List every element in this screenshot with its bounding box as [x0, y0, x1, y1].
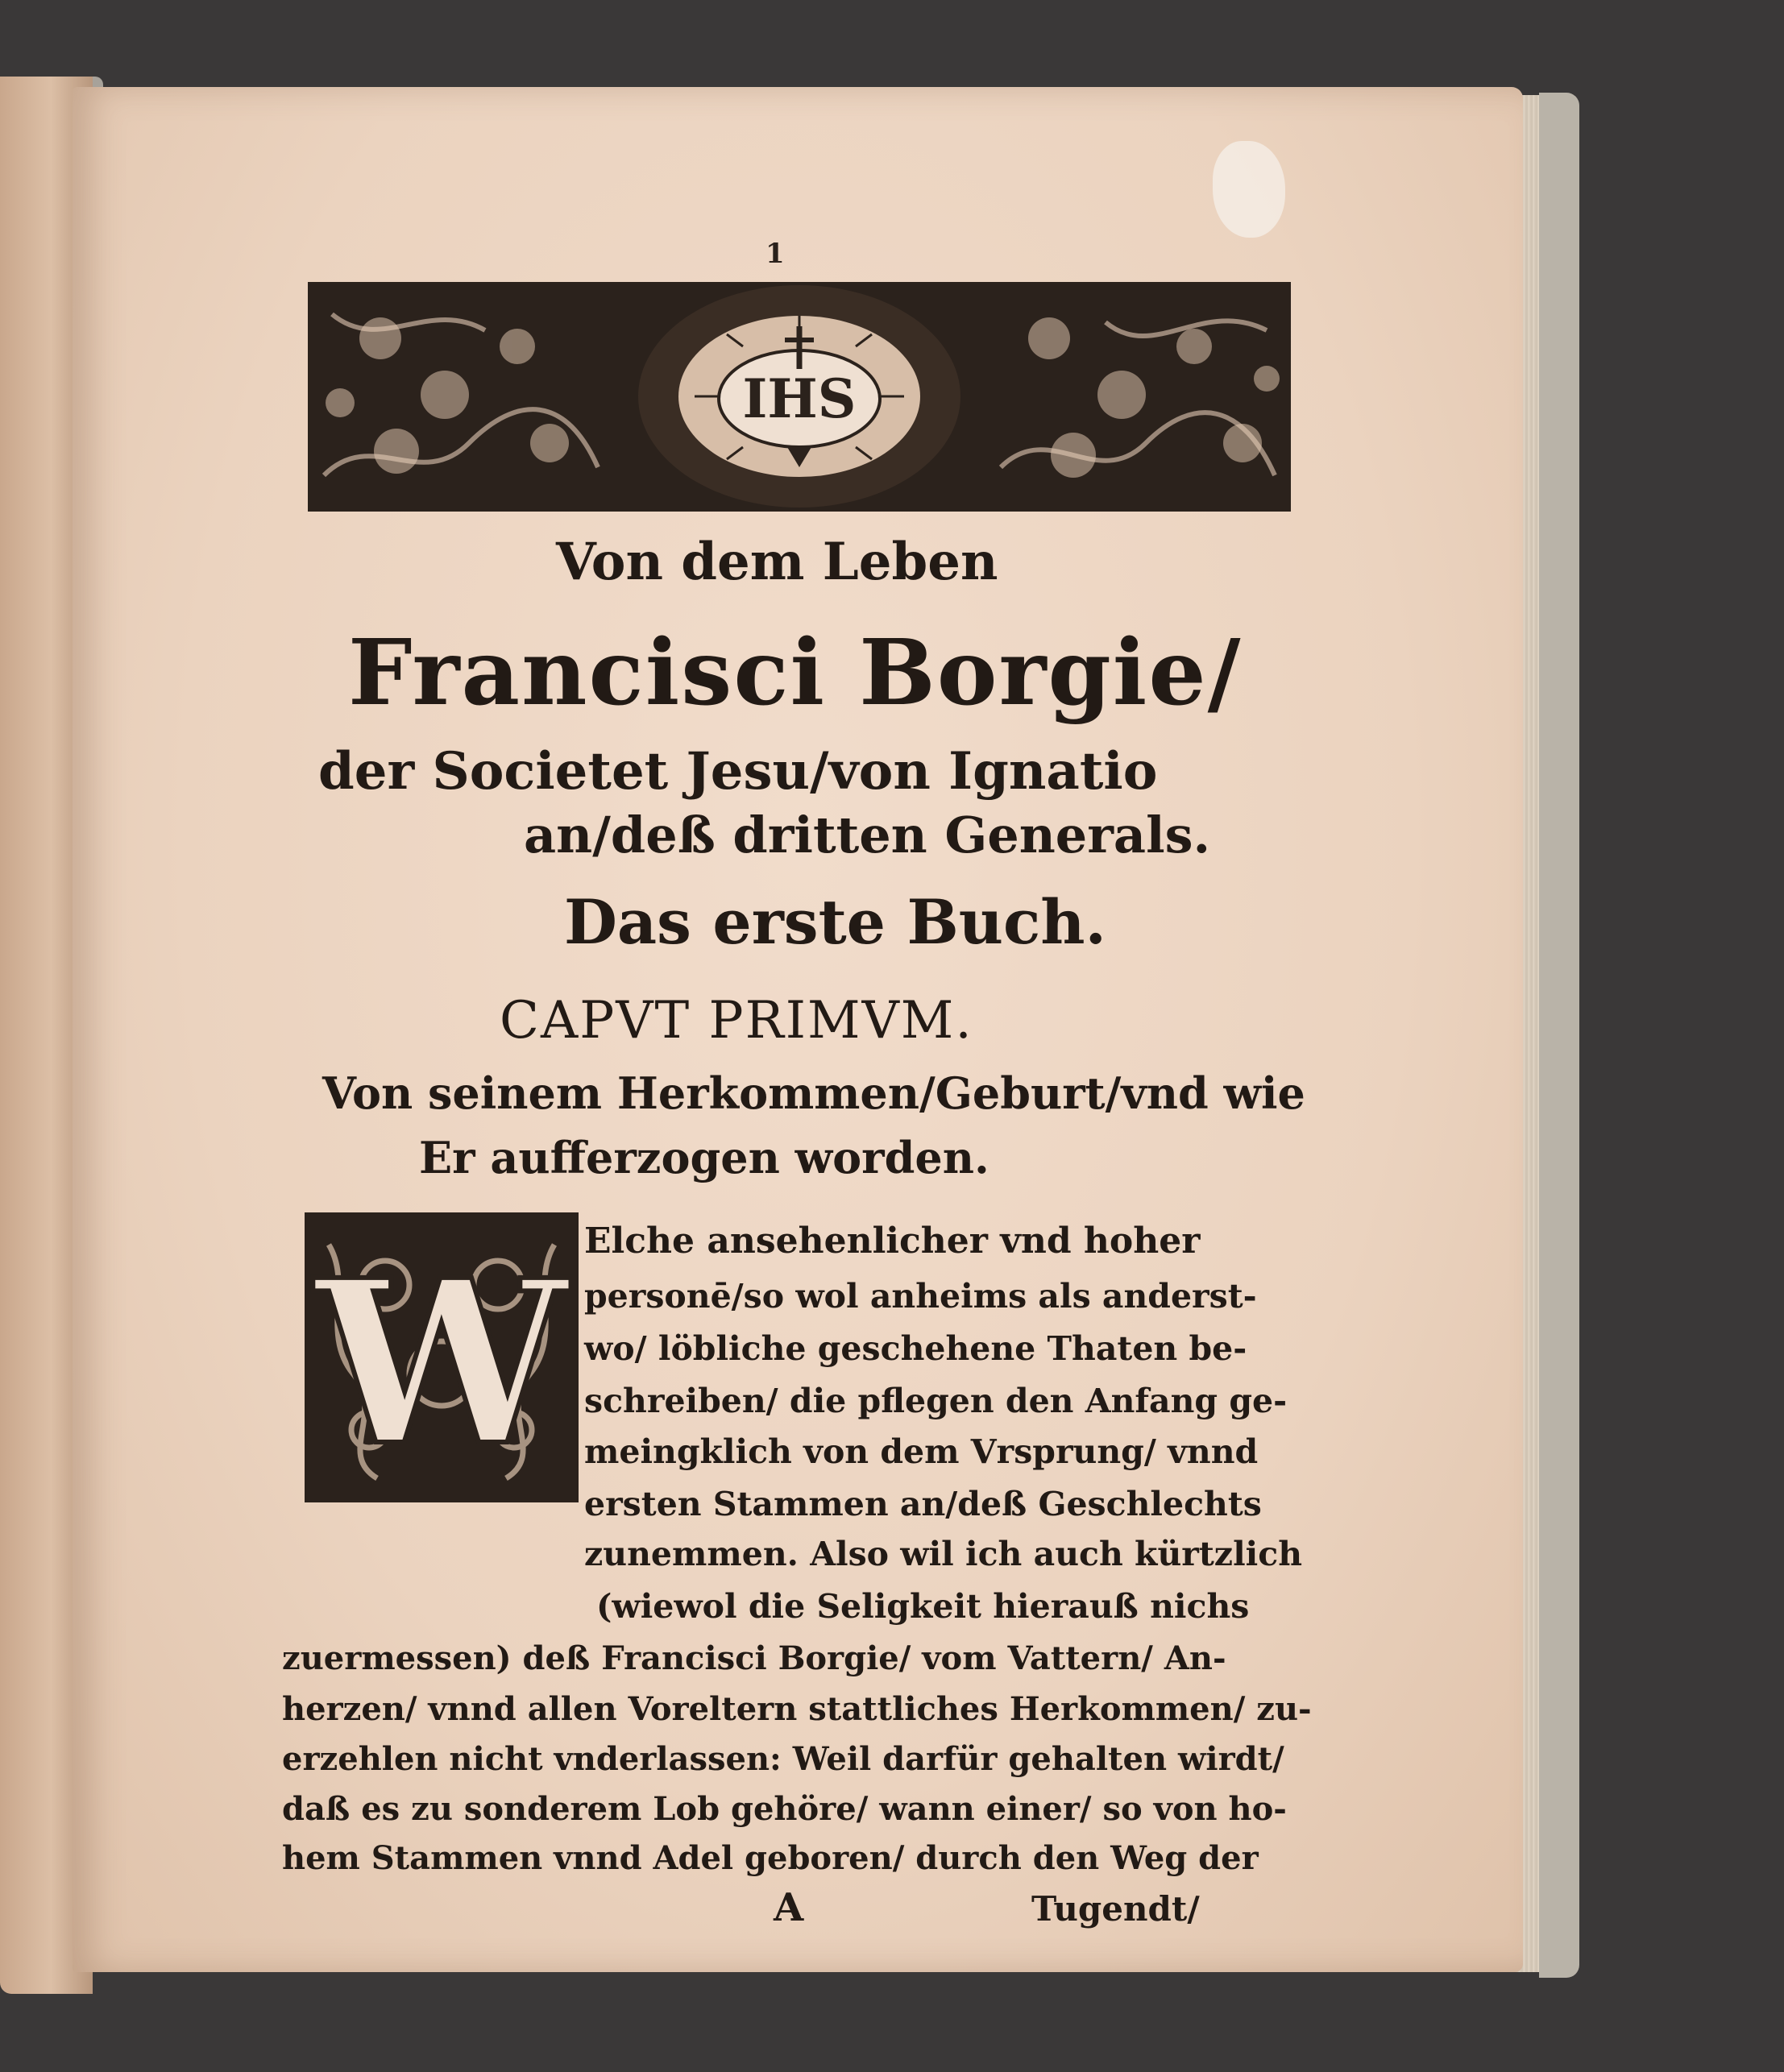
body-line: (wiewol die Seligkeit hierauß nichs	[596, 1587, 1250, 1626]
chapter-heading: CAPVT PRIMVM.	[500, 991, 973, 1051]
body-line: ersten Stammen an/deß Geschlechts	[584, 1485, 1262, 1523]
catchword: Tugendt/	[1031, 1889, 1200, 1929]
book-cover-edge	[1539, 93, 1579, 1978]
body-line: zuermessen) deß Francisci Borgie/ vom Vattern/ An-	[282, 1639, 1226, 1677]
body-line: erzehlen nicht vnderlassen: Weil darfür gehalten wirdt/	[282, 1740, 1284, 1778]
body-line: wo/ löbliche geschehene Thaten be-	[584, 1329, 1247, 1368]
paper-stain	[1213, 141, 1285, 238]
initial-letter: W	[314, 1231, 569, 1496]
body-line: hem Stammen vnnd Adel geboren/ durch den Weg der	[282, 1839, 1259, 1877]
title-name: Francisci Borgie/	[348, 620, 1243, 726]
title-line-3: der Societet Jesu/von Ignatio	[318, 741, 1158, 802]
body-line: zunemmen. Also wil ich auch kürtzlich	[584, 1535, 1303, 1573]
chapter-subtitle-2: Er aufferzogen worden.	[419, 1132, 989, 1183]
signature-mark: A	[774, 1885, 804, 1930]
body-line: daß es zu sonderem Lob gehöre/ wann einer/ so von ho-	[282, 1790, 1287, 1828]
page-number: 1	[765, 238, 785, 270]
body-line: herzen/ vnnd allen Voreltern stattliches Herkommen/ zu-	[282, 1690, 1312, 1728]
chapter-subtitle-1: Von seinem Herkommen/Geburt/vnd wie	[322, 1067, 1305, 1119]
title-line-1: Von dem Leben	[556, 532, 998, 592]
ihs-ornament-icon	[308, 282, 1291, 512]
body-line: Elche ansehenlicher vnd hoher	[584, 1220, 1201, 1262]
body-line: personē/so wol anheims als anderst-	[584, 1277, 1257, 1316]
book-heading: Das erste Buch.	[564, 886, 1106, 958]
decorated-initial-w-icon	[305, 1212, 579, 1502]
ihs-monogram: IHS	[742, 367, 857, 430]
body-line: meingklich von dem Vrsprung/ vnnd	[584, 1432, 1259, 1471]
title-line-4: an/deß dritten Generals.	[524, 806, 1211, 864]
body-line: schreiben/ die pflegen den Anfang ge-	[584, 1382, 1288, 1420]
